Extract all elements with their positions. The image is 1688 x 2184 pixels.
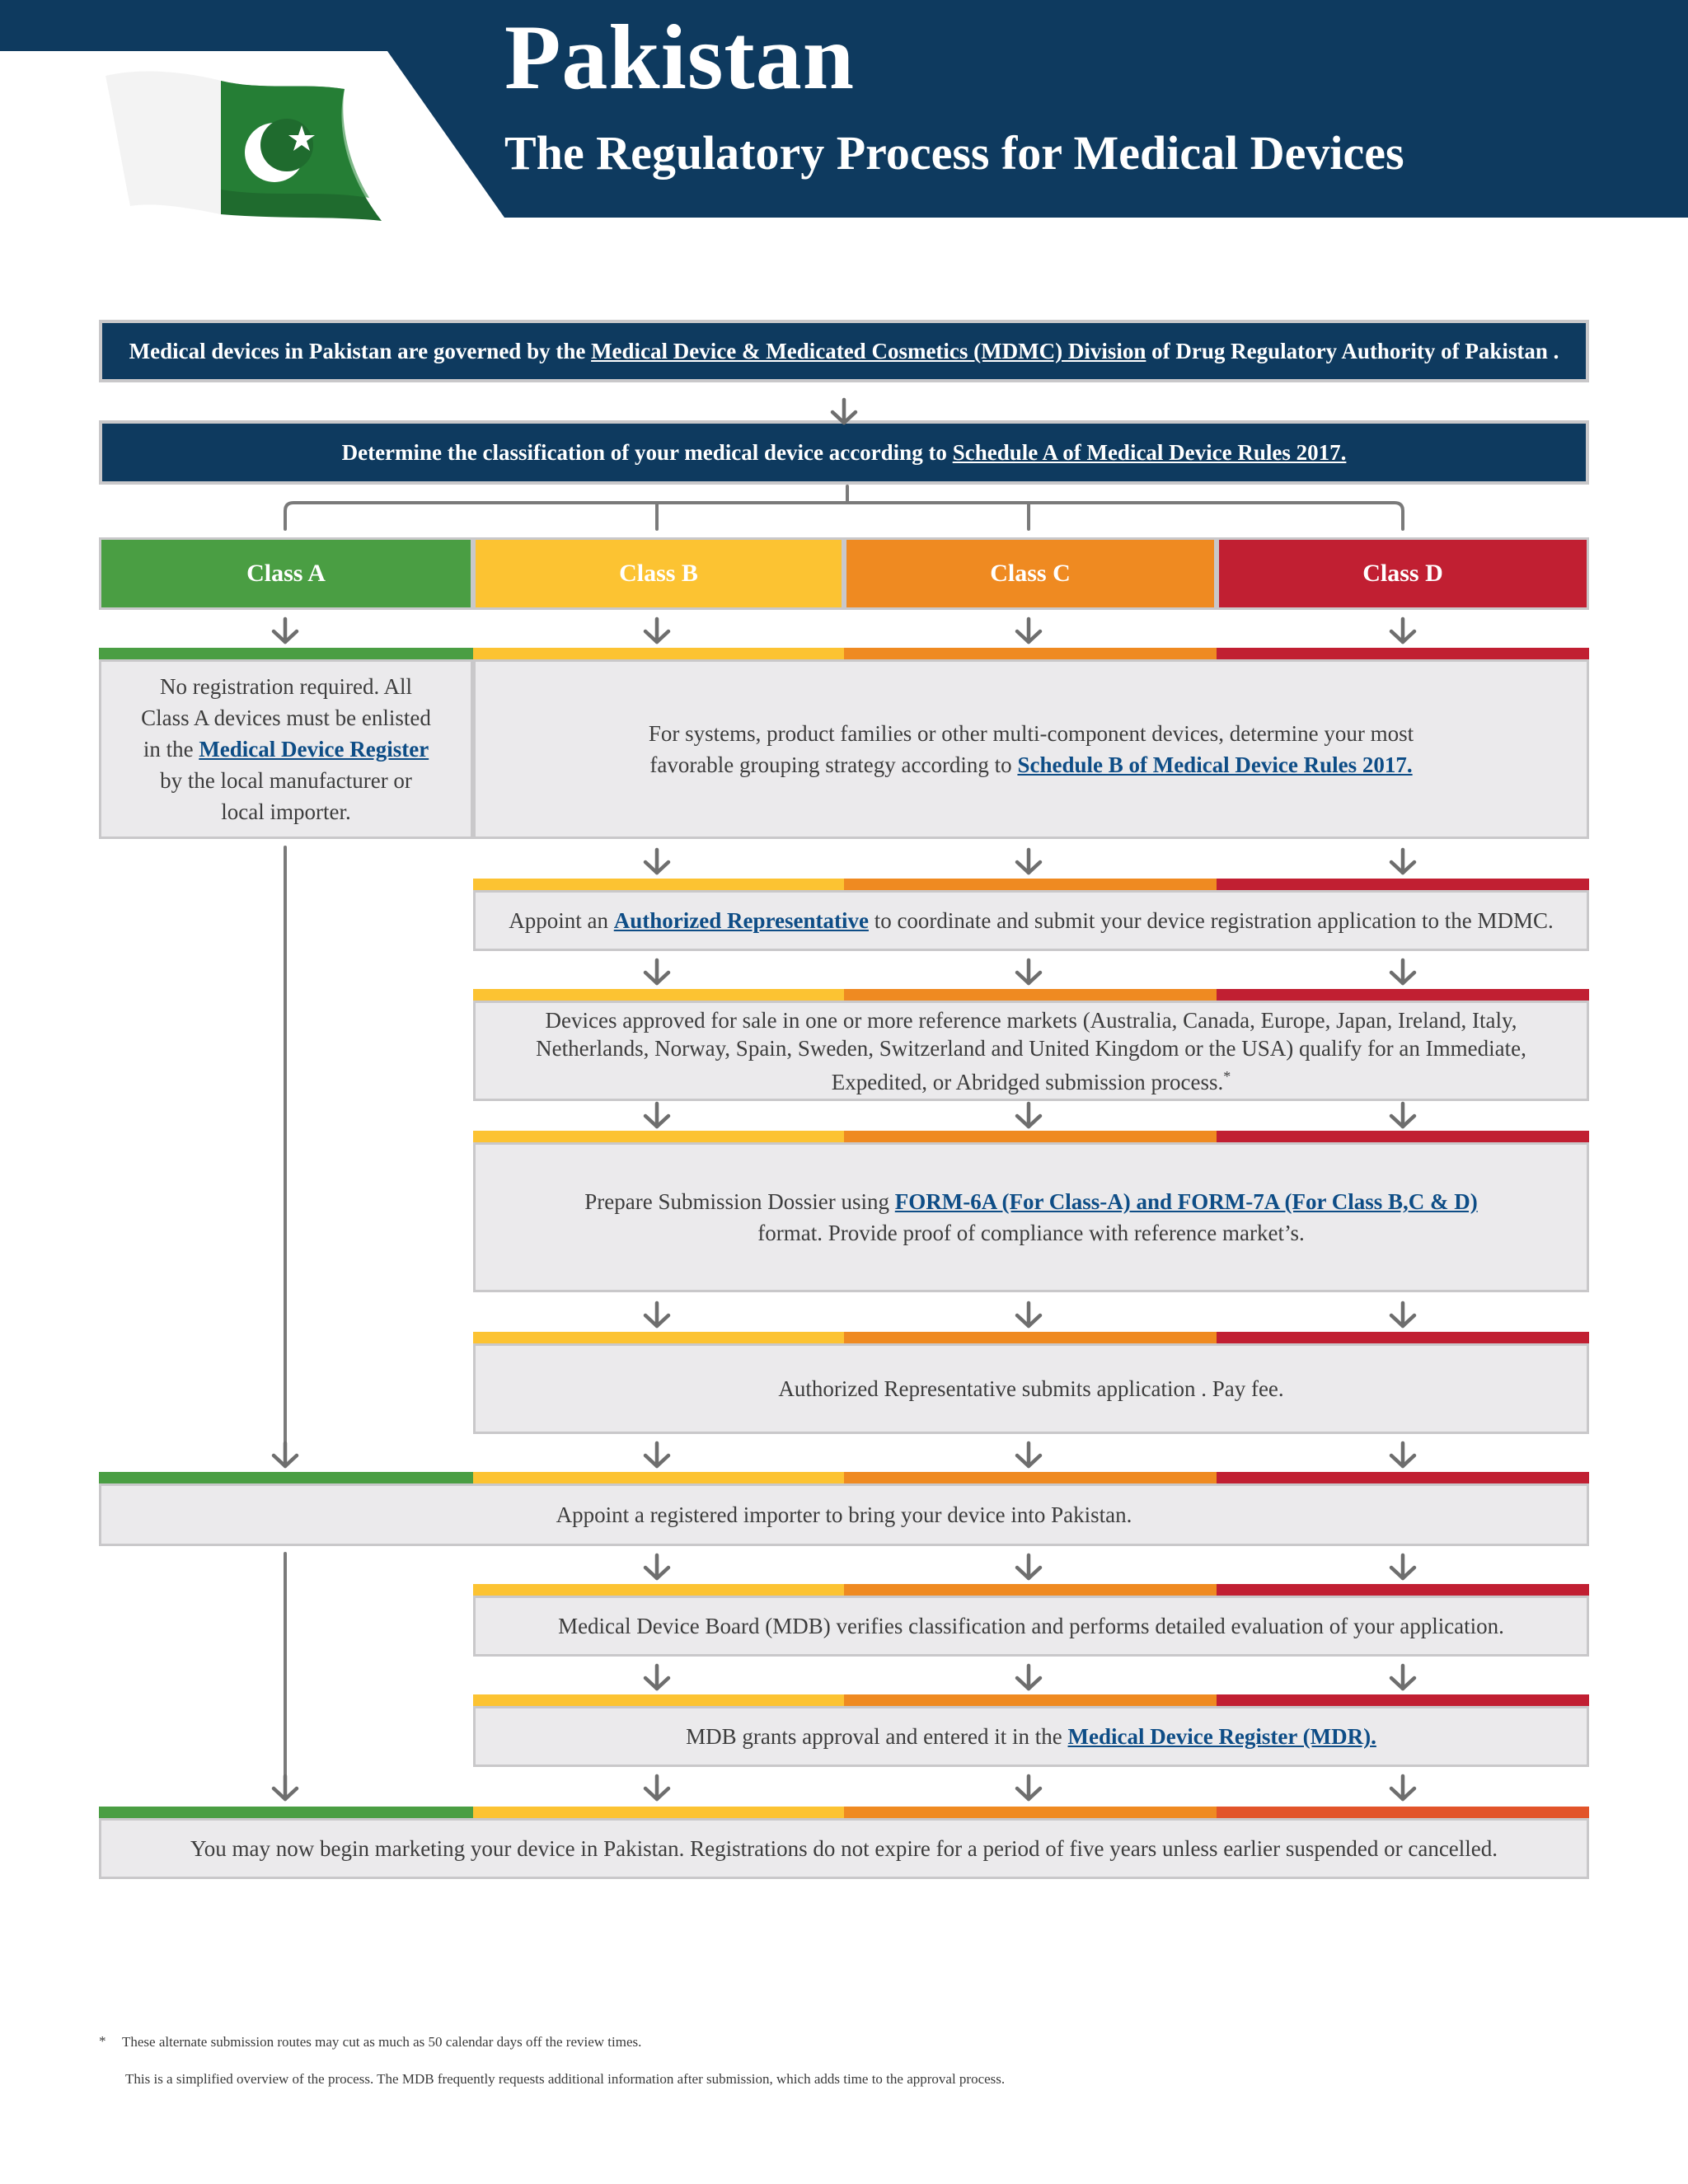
down-arrow-icon xyxy=(640,958,673,987)
form-6a-7a-link[interactable]: FORM-6A (For Class-A) and FORM-7A (For Class B,C & D) xyxy=(894,1189,1478,1214)
down-arrow-icon xyxy=(269,1774,302,1803)
down-arrow-icon xyxy=(640,1663,673,1693)
class-a-line: Class A devices must be enlisted xyxy=(141,705,431,730)
class-a-strip xyxy=(99,648,473,659)
down-arrow-icon xyxy=(1012,1553,1045,1582)
strip-b xyxy=(473,1332,844,1343)
down-arrow-icon xyxy=(1386,958,1419,987)
strip-d xyxy=(1217,1472,1589,1483)
importer-text: Appoint a registered importer to bring your device into Pakistan. xyxy=(556,1502,1132,1527)
strip-c xyxy=(844,1807,1217,1818)
classify-text: Determine the classification of your medical device according to xyxy=(341,440,953,465)
down-arrow-icon xyxy=(1386,616,1419,646)
down-arrow-icon xyxy=(640,1101,673,1131)
dossier-box xyxy=(473,1142,1589,1292)
strip-b xyxy=(473,989,844,1001)
class-a-line: in the xyxy=(143,737,199,762)
class-a-header: Class A xyxy=(99,537,473,610)
mdb-verify-box xyxy=(473,1596,1589,1657)
down-arrow-icon xyxy=(1386,1301,1419,1330)
down-arrow-icon xyxy=(640,847,673,877)
down-arrow-icon xyxy=(640,1553,673,1582)
strip-c xyxy=(844,1131,1217,1142)
strip-c xyxy=(844,1472,1217,1483)
strip-a xyxy=(99,1807,473,1818)
strip-d xyxy=(1217,879,1589,890)
page-title: Pakistan xyxy=(504,7,855,109)
down-arrow-icon xyxy=(1386,1101,1419,1131)
strip-b xyxy=(473,1807,844,1818)
class-a-info-box xyxy=(99,659,473,839)
class-d-header: Class D xyxy=(1217,537,1589,610)
authorized-rep-text: Appoint an xyxy=(509,908,614,933)
authorized-representative-link[interactable]: Authorized Representative xyxy=(613,908,869,933)
mdb-verify-text: Medical Device Board (MDB) verifies classification and performs detailed evaluation of your application. xyxy=(558,1614,1504,1638)
down-arrow-icon xyxy=(1386,1553,1419,1582)
strip-d xyxy=(1217,1131,1589,1142)
reference-markets-line: Devices approved for sale in one or more reference markets (Australia, Canada, Europe, Japan, Ireland, Italy, xyxy=(545,1007,1517,1033)
strip-a xyxy=(99,1472,473,1483)
down-arrow-icon xyxy=(1012,616,1045,646)
class-a-line: local importer. xyxy=(221,799,351,824)
page-subtitle: The Regulatory Process for Medical Devices xyxy=(504,126,1404,180)
down-arrow-icon xyxy=(1012,1301,1045,1330)
strip-b xyxy=(473,1131,844,1142)
footnote-marker: * xyxy=(1223,1067,1231,1085)
strip-c xyxy=(844,1694,1217,1706)
down-arrow-icon xyxy=(640,1301,673,1330)
class-a-line: by the local manufacturer or xyxy=(160,768,412,793)
final-box xyxy=(99,1818,1589,1879)
mdmc-division-link[interactable]: Medical Device & Medicated Cosmetics (MDMC) Division xyxy=(591,339,1146,363)
strip-b xyxy=(473,879,844,890)
grouping-box xyxy=(473,659,1589,839)
final-text: You may now begin marketing your device in Pakistan. Registrations do not expire for a period of five years unless earlier suspended or cancelled. xyxy=(190,1836,1498,1861)
mdb-grant-box xyxy=(473,1706,1589,1767)
grouping-line: For systems, product families or other multi-component devices, determine your most xyxy=(648,721,1414,746)
reference-markets-box xyxy=(473,1001,1589,1101)
dossier-line: format. Provide proof of compliance with reference market’s. xyxy=(757,1221,1305,1245)
down-arrow-icon xyxy=(269,616,302,646)
strip-c xyxy=(844,1332,1217,1343)
down-arrow-icon xyxy=(1012,1774,1045,1803)
footnote-1: These alternate submission routes may cut as much as 50 calendar days off the review times. xyxy=(122,2034,642,2050)
strip-d xyxy=(1217,1332,1589,1343)
down-arrow-icon xyxy=(1386,1663,1419,1693)
down-arrow-icon xyxy=(269,1441,302,1470)
strip-d xyxy=(1217,1694,1589,1706)
strip-c xyxy=(844,989,1217,1001)
mdb-grant-text: MDB grants approval and entered it in the xyxy=(686,1724,1068,1749)
down-arrow-icon xyxy=(1012,1101,1045,1131)
down-arrow-icon xyxy=(640,1441,673,1470)
intro-box xyxy=(99,320,1589,382)
submit-application-text: Authorized Representative submits application . Pay fee. xyxy=(778,1376,1284,1401)
strip-c xyxy=(844,1584,1217,1596)
down-arrow-icon xyxy=(1386,1441,1419,1470)
medical-device-register-mdr-link[interactable]: Medical Device Register (MDR). xyxy=(1067,1724,1376,1749)
strip-c xyxy=(844,879,1217,890)
class-a-line: No registration required. All xyxy=(160,674,412,699)
reference-markets-line: Netherlands, Norway, Spain, Sweden, Switzerland and United Kingdom or the USA) qualify for an Immediate, xyxy=(536,1035,1526,1061)
down-arrow-icon xyxy=(1012,958,1045,987)
medical-device-register-link[interactable]: Medical Device Register xyxy=(199,737,429,762)
authorized-rep-text-end: to coordinate and submit your device registration application to the MDMC. xyxy=(868,908,1554,933)
class-d-strip xyxy=(1217,648,1589,659)
grouping-line: favorable grouping strategy according to xyxy=(649,752,1018,777)
class-c-strip xyxy=(844,648,1217,659)
class-c-header: Class C xyxy=(844,537,1217,610)
down-arrow-icon xyxy=(1386,847,1419,877)
intro-text-end: of Drug Regulatory Authority of Pakistan . xyxy=(1146,339,1559,363)
reference-markets-line: Expedited, or Abridged submission process. xyxy=(831,1069,1224,1094)
strip-b xyxy=(473,1584,844,1596)
schedule-b-link[interactable]: Schedule B of Medical Device Rules 2017. xyxy=(1017,752,1413,777)
strip-d xyxy=(1217,1807,1589,1818)
strip-b xyxy=(473,1694,844,1706)
strip-d xyxy=(1217,989,1589,1001)
down-arrow-icon xyxy=(1012,1441,1045,1470)
down-arrow-icon xyxy=(1386,1774,1419,1803)
schedule-a-link[interactable]: Schedule A of Medical Device Rules 2017. xyxy=(952,440,1347,465)
footnote-2: This is a simplified overview of the process. The MDB frequently requests additional information after submission, which adds time to the approval process. xyxy=(125,2071,1006,2087)
dossier-text: Prepare Submission Dossier using xyxy=(584,1189,895,1214)
submit-application-box xyxy=(473,1343,1589,1434)
importer-box xyxy=(99,1483,1589,1546)
down-arrow-icon xyxy=(640,1774,673,1803)
down-arrow-icon xyxy=(828,397,860,427)
classification-box xyxy=(99,420,1589,485)
class-b-strip xyxy=(473,648,844,659)
down-arrow-icon xyxy=(640,616,673,646)
authorized-rep-box xyxy=(473,890,1589,951)
class-b-header: Class B xyxy=(473,537,844,610)
strip-b xyxy=(473,1472,844,1483)
intro-text: Medical devices in Pakistan are governed by the xyxy=(129,339,592,363)
down-arrow-icon xyxy=(1012,1663,1045,1693)
strip-d xyxy=(1217,1584,1589,1596)
down-arrow-icon xyxy=(1012,847,1045,877)
footnote-star: * xyxy=(99,2033,106,2049)
